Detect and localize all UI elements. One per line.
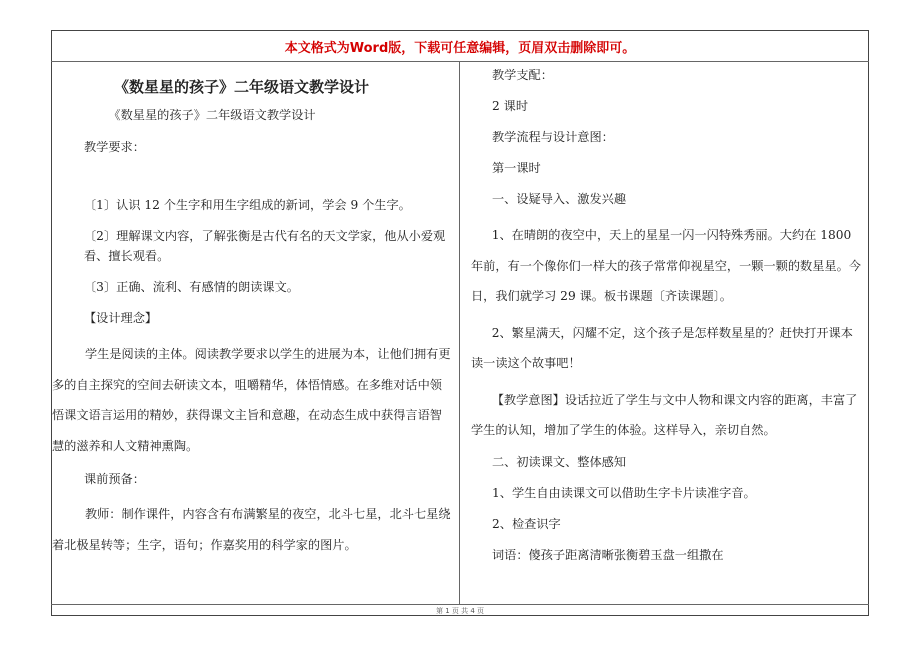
design-paragraph: 学生是阅读的主体。阅读教学要求以学生的进展为本，让他们拥有更多的自主探究的空间去研读文本，咀嚼精华，体悟情感。在多维对话中领悟课文语言运用的精妙，获得课文主旨和意趣，在动态生成中获得言语智慧的滋养和人文精神熏陶。 <box>52 347 451 453</box>
step-two-heading: 二、初读课文、整体感知 <box>492 454 627 469</box>
right-column <box>471 65 861 565</box>
plan-heading: 教学支配： <box>492 68 553 82</box>
header-rule <box>51 61 869 62</box>
column-divider <box>459 61 460 605</box>
plan-value: 2 课时 <box>492 99 529 113</box>
step-one-heading: 一、设疑导入、激发兴趣 <box>492 192 627 206</box>
document-subtitle: 《数星星的孩子》二年级语文教学设计 <box>108 108 316 122</box>
requirement-3: 〔3〕正确、流利、有感情的朗读课文。 <box>84 280 299 294</box>
teaching-intent: 【教学意图】设话拉近了学生与文中人物和课文内容的距离，丰富了学生的认知，增加了学生的体验。这样导入，亲切自然。 <box>471 392 858 437</box>
requirements-heading: 教学要求： <box>84 140 145 154</box>
vocabulary-line: 词语：傻孩子距离清晰张衡碧玉盘一组撒在 <box>492 547 724 562</box>
page-number: 第 1 页 共 4 页 <box>435 607 485 615</box>
design-heading: 【设计理念】 <box>84 311 158 325</box>
document-title: 《数星星的孩子》二年级语文教学设计 <box>114 78 370 96</box>
preparation-heading: 课前预备： <box>84 472 145 486</box>
word-format-notice: 本文格式为Word版，下载可任意编辑，页眉双击删除即可。 <box>284 41 636 56</box>
preparation-paragraph: 教师：制作课件，内容含有布满繁星的夜空，北斗七星，北斗七星绕着北极星转等；生字，语句；作嘉奖用的科学家的图片。 <box>52 507 451 552</box>
step-two-paragraph-1: 1、学生自由读课文可以借助生字卡片读准字音。 <box>492 485 756 500</box>
flow-heading: 教学流程与设计意图： <box>492 130 614 144</box>
left-column <box>52 65 454 560</box>
requirement-1: 〔1〕认识 12 个生字和用生字组成的新词，学会 9 个生字。 <box>84 198 411 212</box>
requirement-2: 〔2〕理解课文内容，了解张衡是古代有名的天文学家，他从小爱观看、擅长观看。 <box>84 229 446 263</box>
step-one-paragraph-2: 2、繁星满天，闪耀不定，这个孩子是怎样数星星的？赶快打开课本读一读这个故事吧！ <box>471 325 853 370</box>
step-two-paragraph-2: 2、检查识字 <box>492 516 561 531</box>
footer-rule <box>51 604 869 605</box>
step-one-paragraph-1: 1、在晴朗的夜空中，天上的星星一闪一闪特殊秀丽。大约在 1800 年前，有一个像你们一样大的孩子常常仰视星空，一颗一颗的数星星。今日，我们就学习 29 课。板书课题〔齐读课题〕。 <box>471 228 861 303</box>
lesson-one-heading: 第一课时 <box>492 161 541 175</box>
